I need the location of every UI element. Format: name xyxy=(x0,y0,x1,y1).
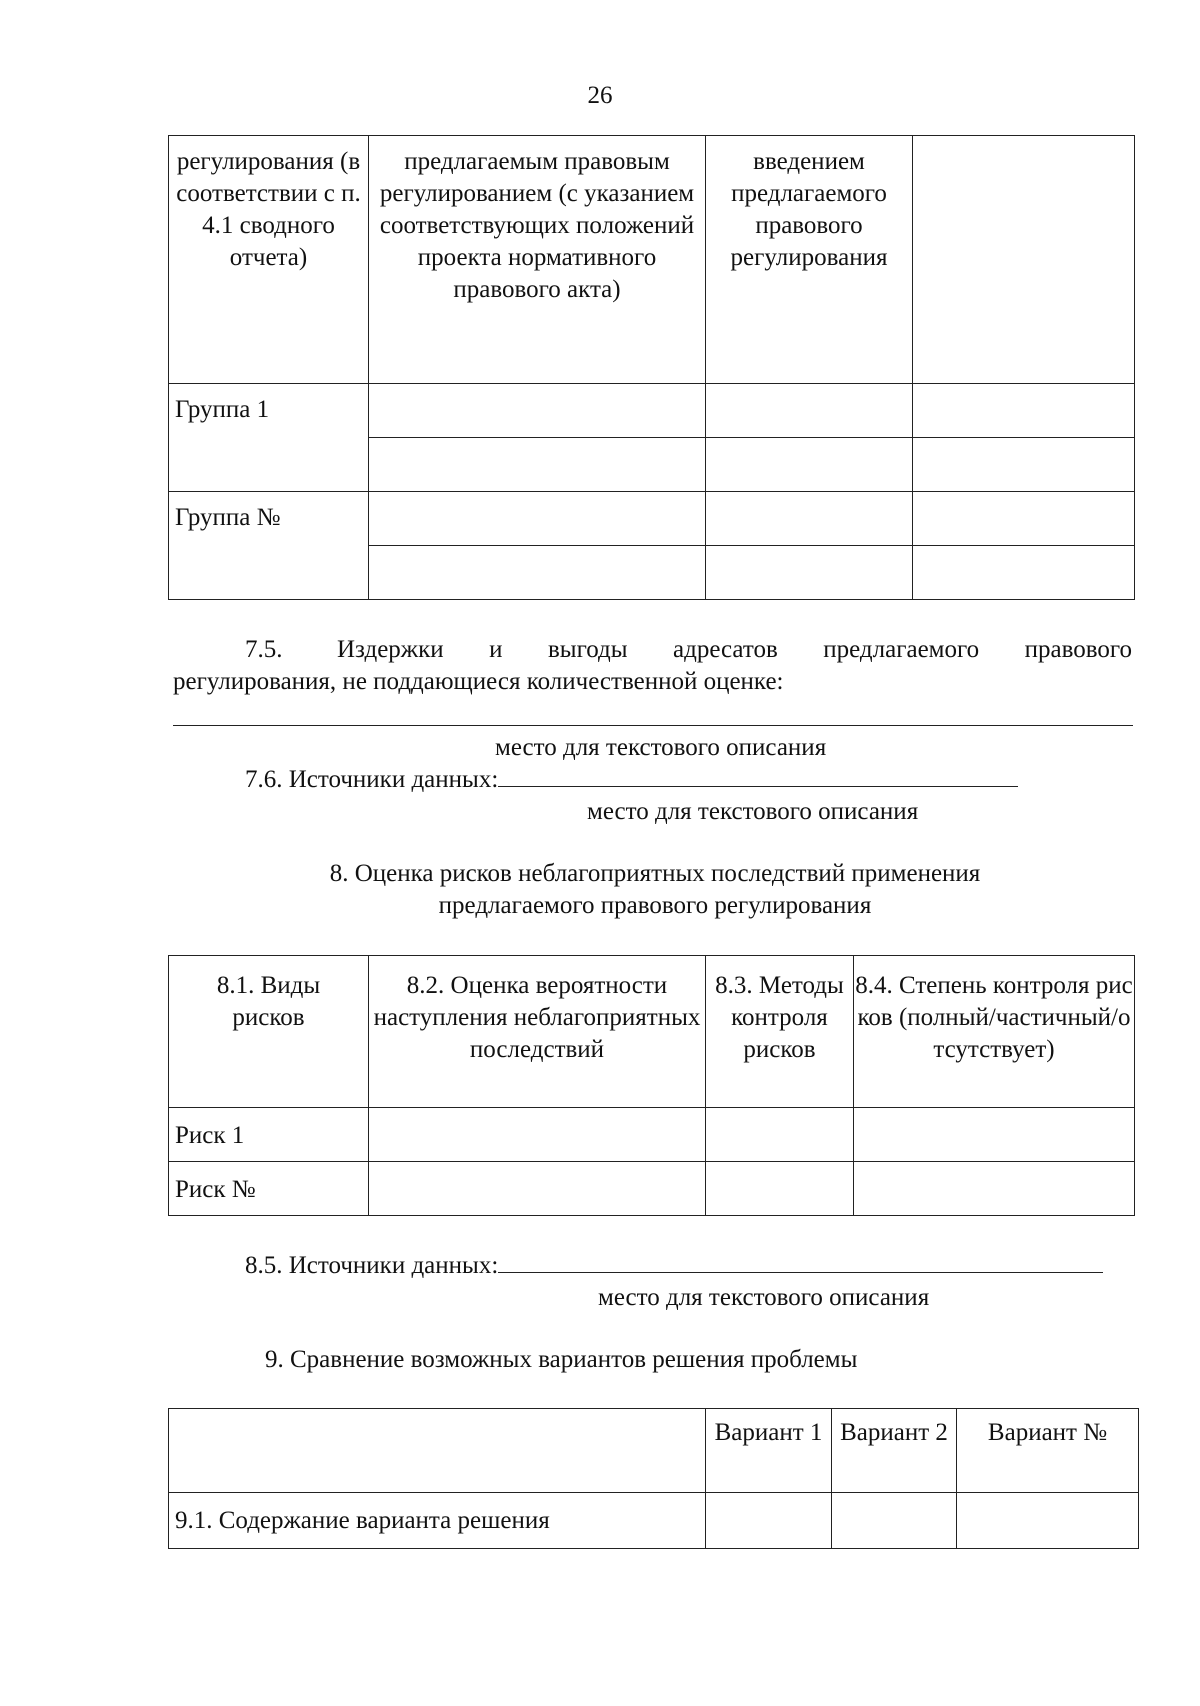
table-cell xyxy=(369,1162,706,1216)
table-header-row xyxy=(169,956,1135,1108)
header-cell xyxy=(913,136,1135,384)
section-7-6-label: 7.6. Источники данных: xyxy=(245,766,499,793)
header-cell: Вариант 2 xyxy=(832,1409,957,1493)
table-header-row xyxy=(169,1409,1139,1493)
table-cell xyxy=(706,1108,854,1162)
table-cell xyxy=(854,1108,1135,1162)
table-cell xyxy=(369,492,706,546)
table-cell xyxy=(369,1108,706,1162)
header-cell: 8.3. Методы контроля рисков xyxy=(706,956,854,1108)
section-8-5-label: 8.5. Источники данных: xyxy=(245,1252,499,1279)
table-cell xyxy=(854,1162,1135,1216)
table-cell xyxy=(369,546,706,600)
section-8-title-line1: 8. Оценка рисков неблагоприятных последствий применения xyxy=(329,860,981,887)
table-cell xyxy=(706,438,913,492)
table-cell xyxy=(913,384,1135,438)
table-row xyxy=(169,1493,1139,1549)
impact-table xyxy=(168,135,1135,600)
group-label-cell: Группа 1 xyxy=(169,384,369,492)
row-label-cell: 9.1. Содержание варианта решения xyxy=(169,1493,706,1549)
header-cell: 8.4. Степень контроля рисков (полный/частичный/о тсутствует) xyxy=(854,956,1135,1108)
table-cell xyxy=(832,1493,957,1549)
group-label-cell: Группа № xyxy=(169,492,369,600)
section-7-5-line1 xyxy=(245,634,1145,666)
header-cell: 8.1. Виды рисков xyxy=(169,956,369,1108)
table-cell xyxy=(913,492,1135,546)
table-cell xyxy=(957,1493,1139,1549)
options-table xyxy=(168,1408,1139,1549)
table-header-row xyxy=(169,136,1135,384)
section-7-6-hint: место для текстового описания xyxy=(587,798,919,825)
table-cell xyxy=(706,1162,854,1216)
header-cell: введением предлагаемого правового регулирования xyxy=(706,136,913,384)
description-line xyxy=(173,725,1133,726)
table-row xyxy=(169,384,1135,438)
risk-table xyxy=(168,955,1135,1216)
header-cell xyxy=(169,1409,706,1493)
table-cell xyxy=(706,492,913,546)
table-row xyxy=(169,1162,1135,1216)
header-cell: Вариант № xyxy=(957,1409,1139,1493)
section-8-5 xyxy=(245,1250,1103,1282)
table-row xyxy=(169,492,1135,546)
section-8-title-line2: предлагаемого правового регулирования xyxy=(438,892,872,919)
table-cell xyxy=(706,1493,832,1549)
sources-underline xyxy=(498,1250,1103,1273)
page-number: 26 xyxy=(587,82,613,109)
section-9-title: 9. Сравнение возможных вариантов решения проблемы xyxy=(265,1346,858,1373)
header-cell: регулирования (в соответствии с п. 4.1 сводного отчета) xyxy=(169,136,369,384)
table-cell xyxy=(706,384,913,438)
header-cell: предлагаемым правовым регулированием (с указанием соответствующих положений проекта нормативного правового акта) xyxy=(369,136,706,384)
section-8-5-hint: место для текстового описания xyxy=(598,1284,930,1311)
table-cell xyxy=(706,546,913,600)
table-cell xyxy=(913,438,1135,492)
row-label-cell: Риск № xyxy=(169,1162,369,1216)
table-row xyxy=(169,1108,1135,1162)
table-cell xyxy=(913,546,1135,600)
table-cell xyxy=(369,384,706,438)
header-cell: 8.2. Оценка вероятности наступления неблагоприятных последствий xyxy=(369,956,706,1108)
section-7-5-number: 7.5. xyxy=(245,636,283,663)
header-cell: Вариант 1 xyxy=(706,1409,832,1493)
section-7-6 xyxy=(245,764,1018,796)
table-cell xyxy=(369,438,706,492)
section-7-5-line2: регулирования, не поддающиеся количественной оценке: xyxy=(173,668,784,695)
sources-underline xyxy=(498,764,1018,787)
section-7-5-text: Издержки и выгоды адресатов предлагаемого правового xyxy=(337,636,1132,663)
section-7-5-hint: место для текстового описания xyxy=(495,734,827,761)
row-label-cell: Риск 1 xyxy=(169,1108,369,1162)
